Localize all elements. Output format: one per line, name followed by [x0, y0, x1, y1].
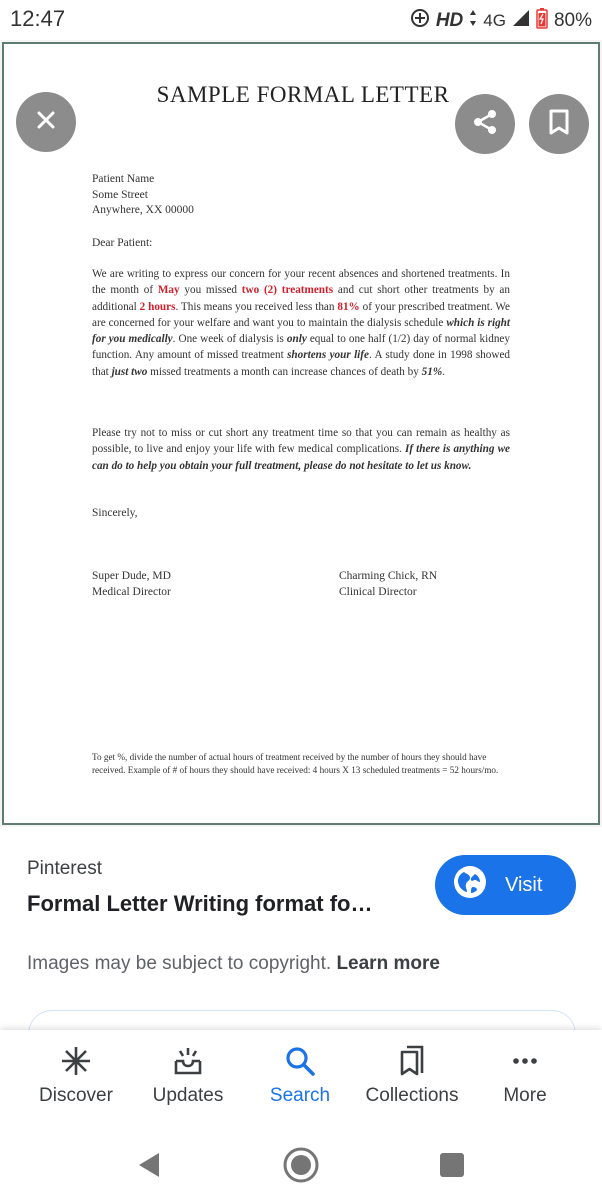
emphasis: only — [286, 333, 307, 346]
nav-discover[interactable] — [16, 1044, 136, 1107]
text: . — [442, 365, 445, 378]
signer-role: Medical Director — [92, 585, 171, 598]
source-site[interactable]: Pinterest — [27, 858, 102, 879]
text: equal to one half (1/2) day of normal kidney function. Any amount of missed treatment — [92, 333, 510, 362]
nav-collections[interactable] — [352, 1044, 472, 1107]
more-dots-icon — [465, 1044, 585, 1078]
data-arrows-icon — [469, 9, 477, 33]
nav-label: Updates — [152, 1085, 224, 1106]
add-circle-icon — [410, 8, 430, 34]
close-button[interactable] — [16, 92, 76, 152]
result-title[interactable]: Formal Letter Writing format fo… — [27, 891, 373, 916]
bottom-navigation — [0, 1030, 602, 1124]
emphasis: 51% — [421, 365, 443, 378]
save-button[interactable] — [529, 94, 589, 154]
updates-icon — [128, 1044, 248, 1078]
status-time: 12:47 — [10, 6, 66, 31]
text: you missed — [179, 284, 242, 297]
text: missed treatments a month can increase chances of death by — [147, 365, 422, 378]
globe-icon — [453, 865, 487, 905]
address-line: Some Street — [92, 188, 148, 201]
home-icon[interactable] — [282, 1146, 320, 1189]
letter-image — [2, 42, 600, 825]
signature-block-1 — [92, 569, 171, 600]
nav-search[interactable] — [240, 1044, 360, 1107]
network-type: 4G — [483, 11, 506, 30]
nav-label: Search — [269, 1085, 331, 1106]
signature-block-2 — [339, 569, 437, 600]
address-line: Anywhere, XX 00000 — [92, 204, 194, 216]
recents-icon[interactable] — [438, 1151, 466, 1184]
emphasis: If there is anything we can do to help you obtain your full treatment, please do not hesitate to let us know. — [92, 443, 511, 472]
text: . One week of dialysis is — [172, 333, 287, 346]
letter-greeting: Dear Patient: — [92, 237, 153, 249]
address-line: Patient Name — [92, 173, 155, 185]
text: . A study done in 1998 showed that — [92, 349, 511, 378]
system-navigation-bar — [0, 1124, 602, 1204]
asterisk-icon — [16, 1044, 136, 1078]
recipient-address — [92, 172, 194, 219]
text: Please try not to miss or cut short any treatment time so that you can remain as healthy as possible, to live and enjoy your life with few medical complications. — [92, 427, 510, 456]
text: . This means you received less than — [175, 300, 338, 313]
highlight-percent: 81% — [337, 300, 360, 313]
letter-paragraph-1 — [92, 266, 510, 380]
signer-role: Clinical Director — [339, 585, 417, 598]
highlight-missed: two (2) treatments — [241, 284, 334, 297]
learn-more-link[interactable]: Learn more — [336, 953, 440, 974]
network-label: HD — [435, 10, 464, 31]
signer-name: Super Dude, MD — [92, 570, 171, 582]
nav-label: Discover — [39, 1085, 113, 1106]
battery-icon — [536, 7, 548, 35]
copyright-text: Images may be subject to copyright. — [27, 953, 332, 974]
close-icon — [34, 108, 58, 137]
signal-icon — [512, 9, 530, 33]
nav-label: More — [503, 1085, 547, 1106]
emphasis: which is right for you medically — [92, 316, 510, 346]
letter-closing: Sincerely, — [92, 507, 138, 519]
status-bar — [0, 0, 602, 40]
nav-updates[interactable] — [128, 1044, 248, 1107]
letter-title: SAMPLE FORMAL LETTER — [156, 82, 450, 107]
status-icons — [410, 7, 592, 35]
letter-footnote: To get %, divide the number of actual hours of treatment received by the number of hours they should have received. Example of # of hours they should have received: 4 hours X 13 scheduled treatments = 52 hours/mo. — [92, 752, 499, 775]
bookmark-icon — [547, 108, 571, 141]
visit-label: Visit — [505, 873, 543, 896]
emphasis: just two — [111, 365, 148, 378]
text: of your prescribed treatment. We are concerned for your welfare and want you to maintain the dialysis schedule — [92, 300, 510, 329]
nav-label: Collections — [365, 1085, 459, 1106]
copyright-notice — [27, 953, 440, 975]
nav-more[interactable] — [465, 1044, 585, 1107]
visit-button[interactable] — [435, 855, 576, 915]
highlight-month: May — [157, 284, 180, 297]
emphasis: shortens your life — [287, 349, 369, 362]
search-icon — [240, 1044, 360, 1078]
signer-name: Charming Chick, RN — [339, 570, 438, 582]
text: We are writing to express our concern for your recent absences and shortened treatments. In the month of — [92, 268, 510, 297]
highlight-hours: 2 hours — [139, 300, 176, 313]
share-icon — [471, 108, 499, 141]
battery-percent: 80% — [553, 10, 592, 31]
image-viewer[interactable] — [0, 40, 602, 827]
letter-paragraph-2 — [92, 425, 510, 474]
share-button[interactable] — [455, 94, 515, 154]
result-info-panel — [0, 827, 602, 1032]
collections-icon — [352, 1044, 472, 1078]
back-icon[interactable] — [134, 1150, 164, 1185]
text: and cut short other treatments by an additional — [92, 284, 510, 313]
